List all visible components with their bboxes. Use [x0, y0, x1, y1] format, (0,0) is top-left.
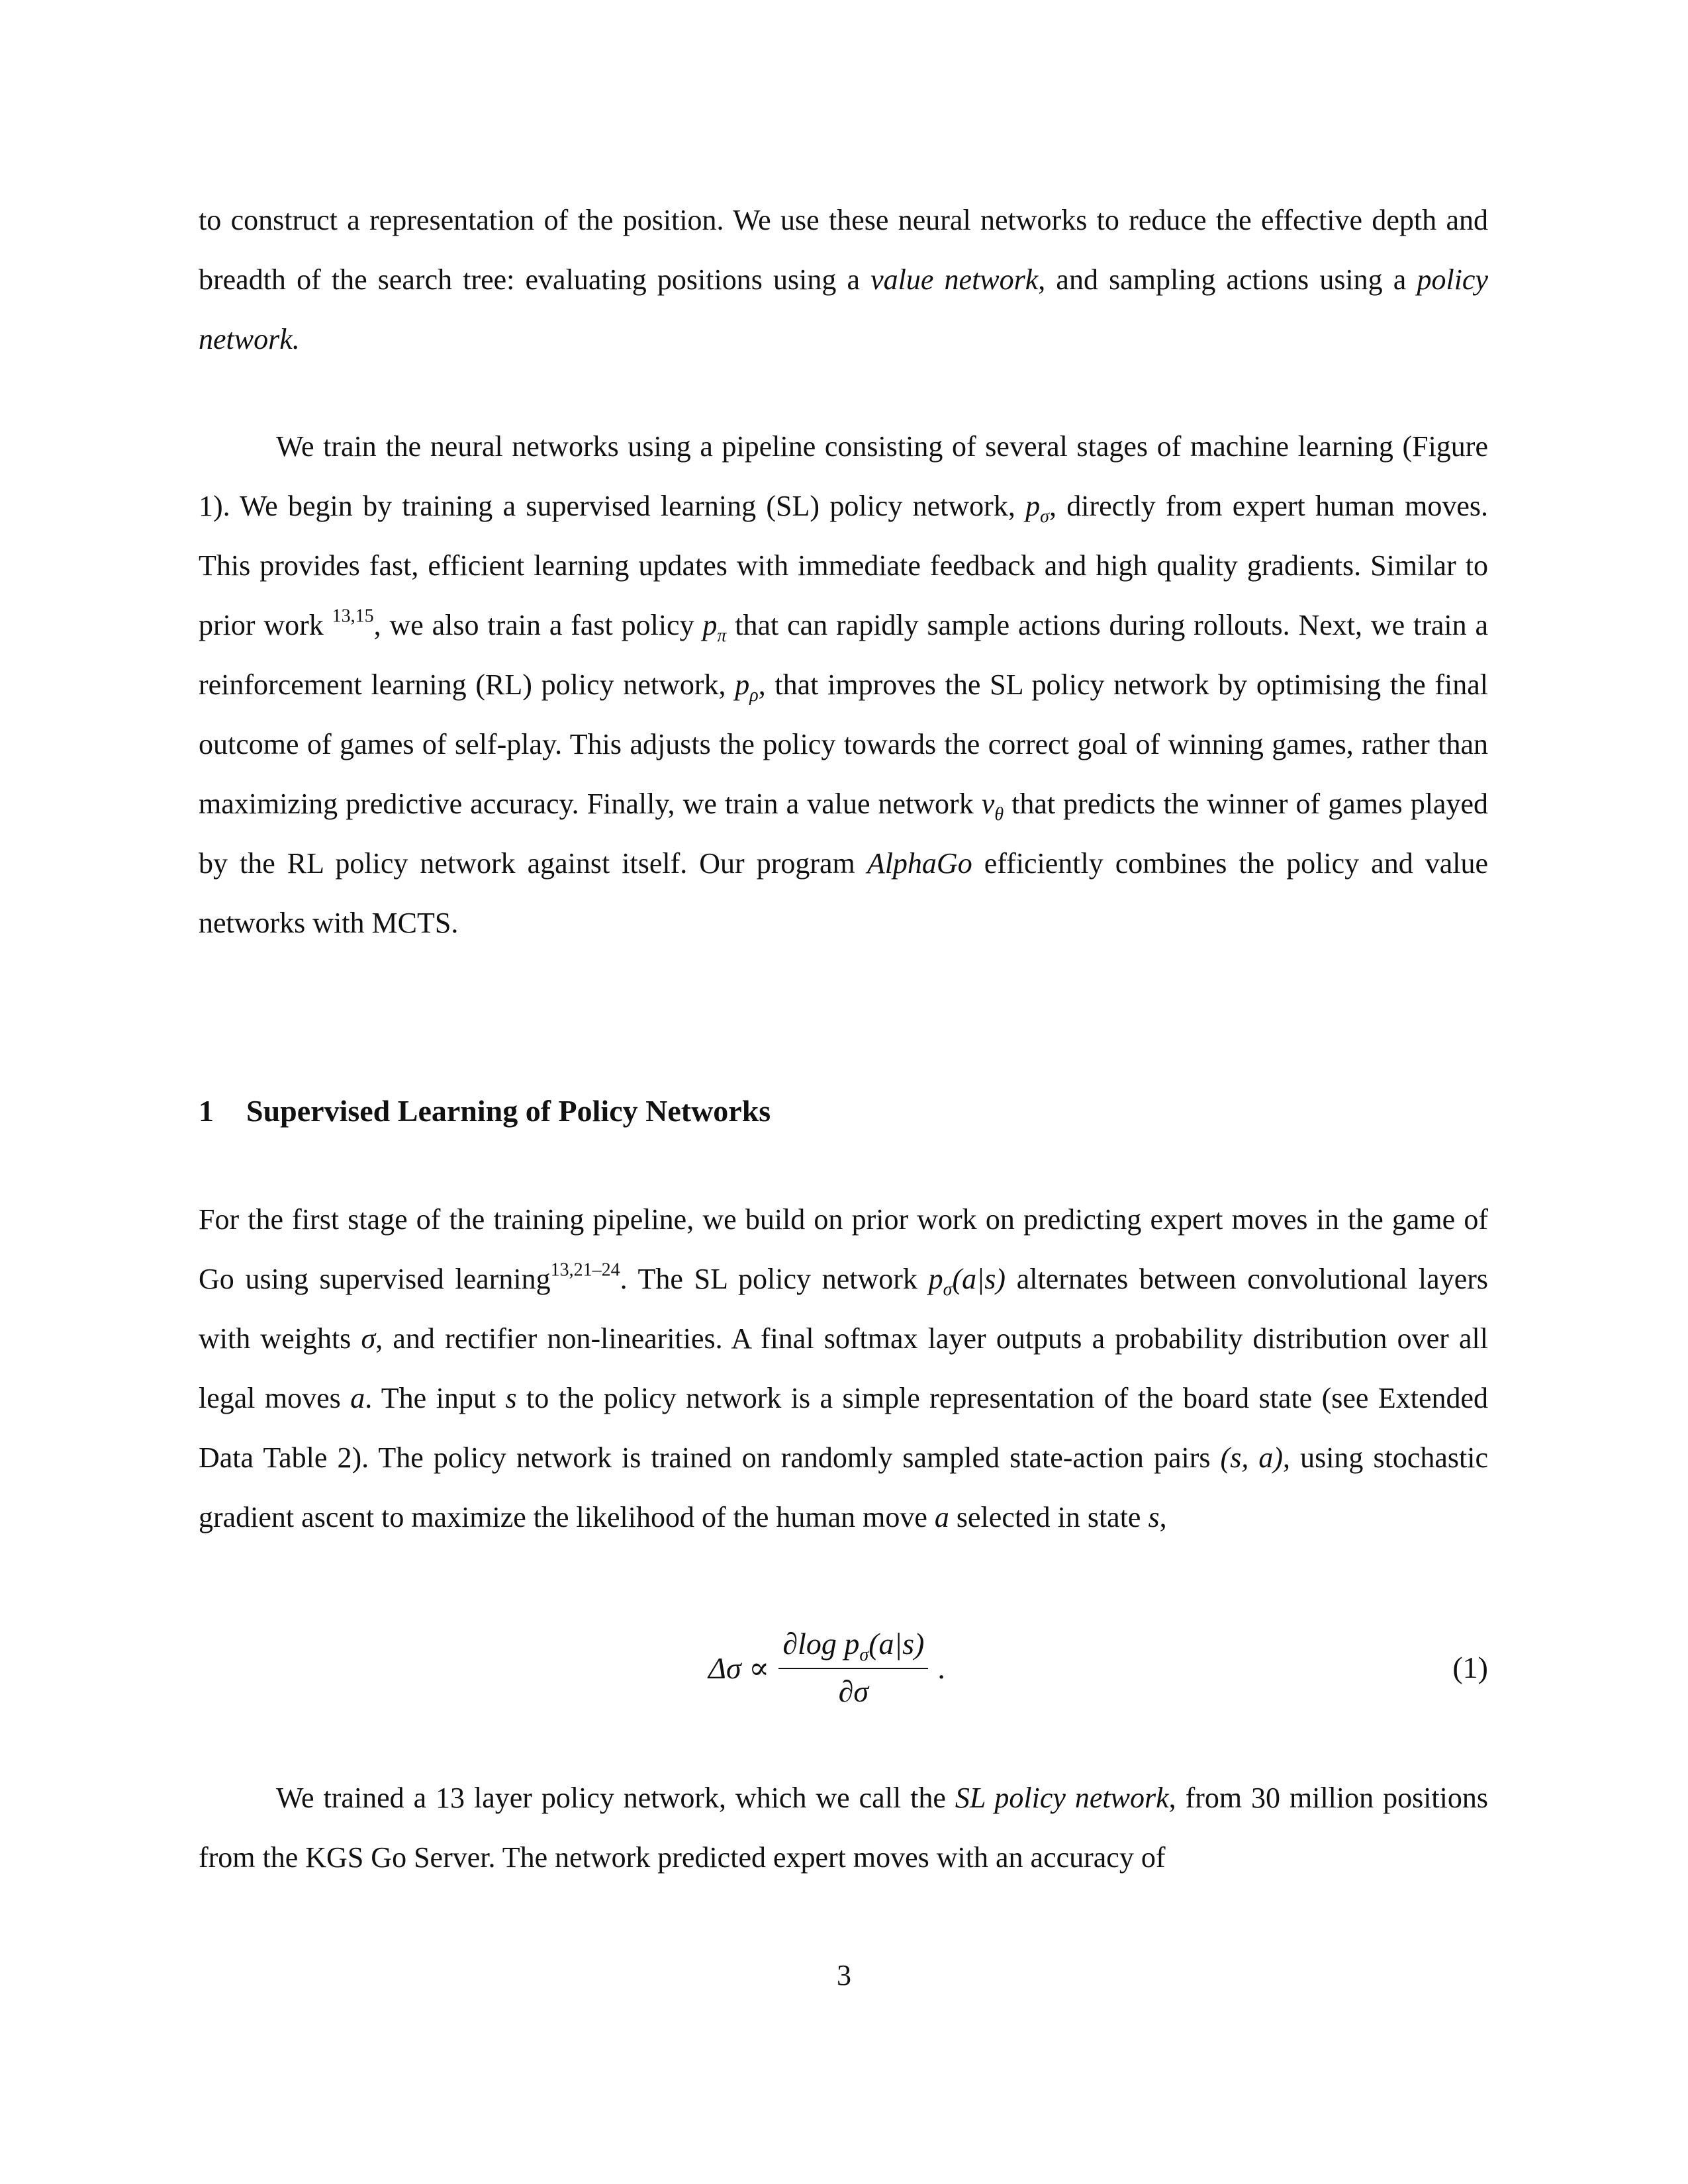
- numerator-args: (a|s): [868, 1627, 925, 1661]
- math-symbol: s: [505, 1382, 517, 1414]
- math-symbol: p: [928, 1263, 943, 1295]
- equation-denominator: ∂σ: [838, 1674, 869, 1708]
- text-run: selected in state: [949, 1501, 1149, 1533]
- math-symbol: s: [1148, 1501, 1160, 1533]
- citation-superscript: 13,21–24: [550, 1259, 620, 1281]
- math-symbol: p: [702, 609, 718, 641]
- text-run: . The SL policy network: [620, 1263, 929, 1295]
- text-run: , and sampling actions using a: [1038, 263, 1417, 296]
- text-run: . The input: [365, 1382, 506, 1414]
- section-heading: [199, 1081, 771, 1141]
- text-run: to the policy network is a simple representation of the board state (see Extended Data Table 2). The policy network is trained on randomly sampled state-action pairs: [199, 1382, 1489, 1474]
- math-subscript: θ: [994, 803, 1004, 825]
- math-symbol: v: [981, 788, 995, 820]
- equation-period: .: [937, 1651, 945, 1685]
- math-subscript: π: [717, 625, 727, 646]
- text-run: , from 30 million positions from the KGS Go Server. The network predicted expert moves with an accuracy of: [199, 1782, 1488, 1874]
- emphasis-sl-policy-network: SL policy network: [955, 1782, 1169, 1814]
- text-run: ,: [1159, 1501, 1167, 1533]
- math-symbol: a: [934, 1501, 949, 1533]
- paragraph-results: [199, 1768, 1488, 1888]
- math-symbol: σ: [361, 1322, 376, 1355]
- text-run: We train the neural networks using a pipeline consisting of several stages of machine learning (Figure 1). We begin by training a supervised learning (SL) policy network,: [199, 430, 1488, 522]
- text-run: We trained a 13 layer policy network, which we call the: [276, 1782, 955, 1814]
- math-subscript: σ: [943, 1279, 953, 1300]
- section-number: 1: [199, 1094, 214, 1128]
- math-symbol: p: [735, 668, 750, 701]
- math-subscript: ρ: [749, 684, 759, 705]
- text-run: that can rapidly sample actions during rollouts. Next, we train a reinforcement learning (RL) policy network,: [199, 609, 1488, 701]
- math-args: (a|s): [952, 1263, 1006, 1295]
- text-run: , directly from expert human moves. This provides fast, efficient learning updates with immediate feedback and high quality gradients. Similar to prior work: [199, 490, 1489, 641]
- section-title: Supervised Learning of Policy Networks: [246, 1094, 771, 1128]
- math-subscript: σ: [859, 1644, 869, 1665]
- equation-lhs: Δσ ∝: [708, 1651, 770, 1685]
- math-pair: (s, a): [1220, 1441, 1284, 1474]
- math-symbol: a: [350, 1382, 365, 1414]
- emphasis-alphago: AlphaGo: [867, 847, 972, 880]
- text-run: to construct a representation of the position. We use these neural networks to reduce the effective depth and breadth of the search tree: evaluating positions using a: [199, 204, 1488, 296]
- math-subscript: σ: [1040, 506, 1049, 527]
- text-run: , we also train a fast policy: [373, 609, 703, 641]
- text-run: , that improves the SL policy network by optimising the final outcome of games of self-play. This adjusts the policy towards the correct goal of winning games, rather than maximizing predictive accuracy. Finally, we train a value network: [199, 668, 1488, 820]
- equation-number: (1): [1452, 1651, 1488, 1684]
- text-run: , using stochastic gradient ascent to maximize the likelihood of the human move: [199, 1441, 1488, 1533]
- paragraph-supervised: [199, 1190, 1488, 1547]
- paragraph-pipeline: [199, 417, 1488, 953]
- math-symbol: p: [1025, 490, 1041, 522]
- text-run: alternates between convolutional layers with weights: [199, 1263, 1488, 1355]
- citation-superscript: 13,15: [332, 606, 374, 627]
- text-run: that predicts the winner of games played by the RL policy network against itself. Our program: [199, 788, 1488, 880]
- text-run: , and rectifier non-linearities. A final softmax layer outputs a probability distribution over all legal moves: [199, 1322, 1488, 1414]
- page-number: 3: [837, 1959, 851, 1991]
- equation-1: [199, 1618, 1488, 1717]
- text-run: efficiently combines the policy and value networks with MCTS.: [199, 847, 1489, 939]
- emphasis-value-network: value network: [870, 263, 1039, 296]
- equation-body: [708, 1618, 945, 1717]
- text-run: For the first stage of the training pipeline, we build on prior work on predicting expert moves in the game of Go using supervised learning: [199, 1203, 1488, 1295]
- numerator-text: ∂log p: [782, 1627, 860, 1661]
- emphasis-policy-network: policy network.: [199, 263, 1488, 355]
- equation-numerator: [778, 1624, 928, 1669]
- equation-fraction: [778, 1624, 928, 1711]
- paragraph-intro: [199, 191, 1488, 369]
